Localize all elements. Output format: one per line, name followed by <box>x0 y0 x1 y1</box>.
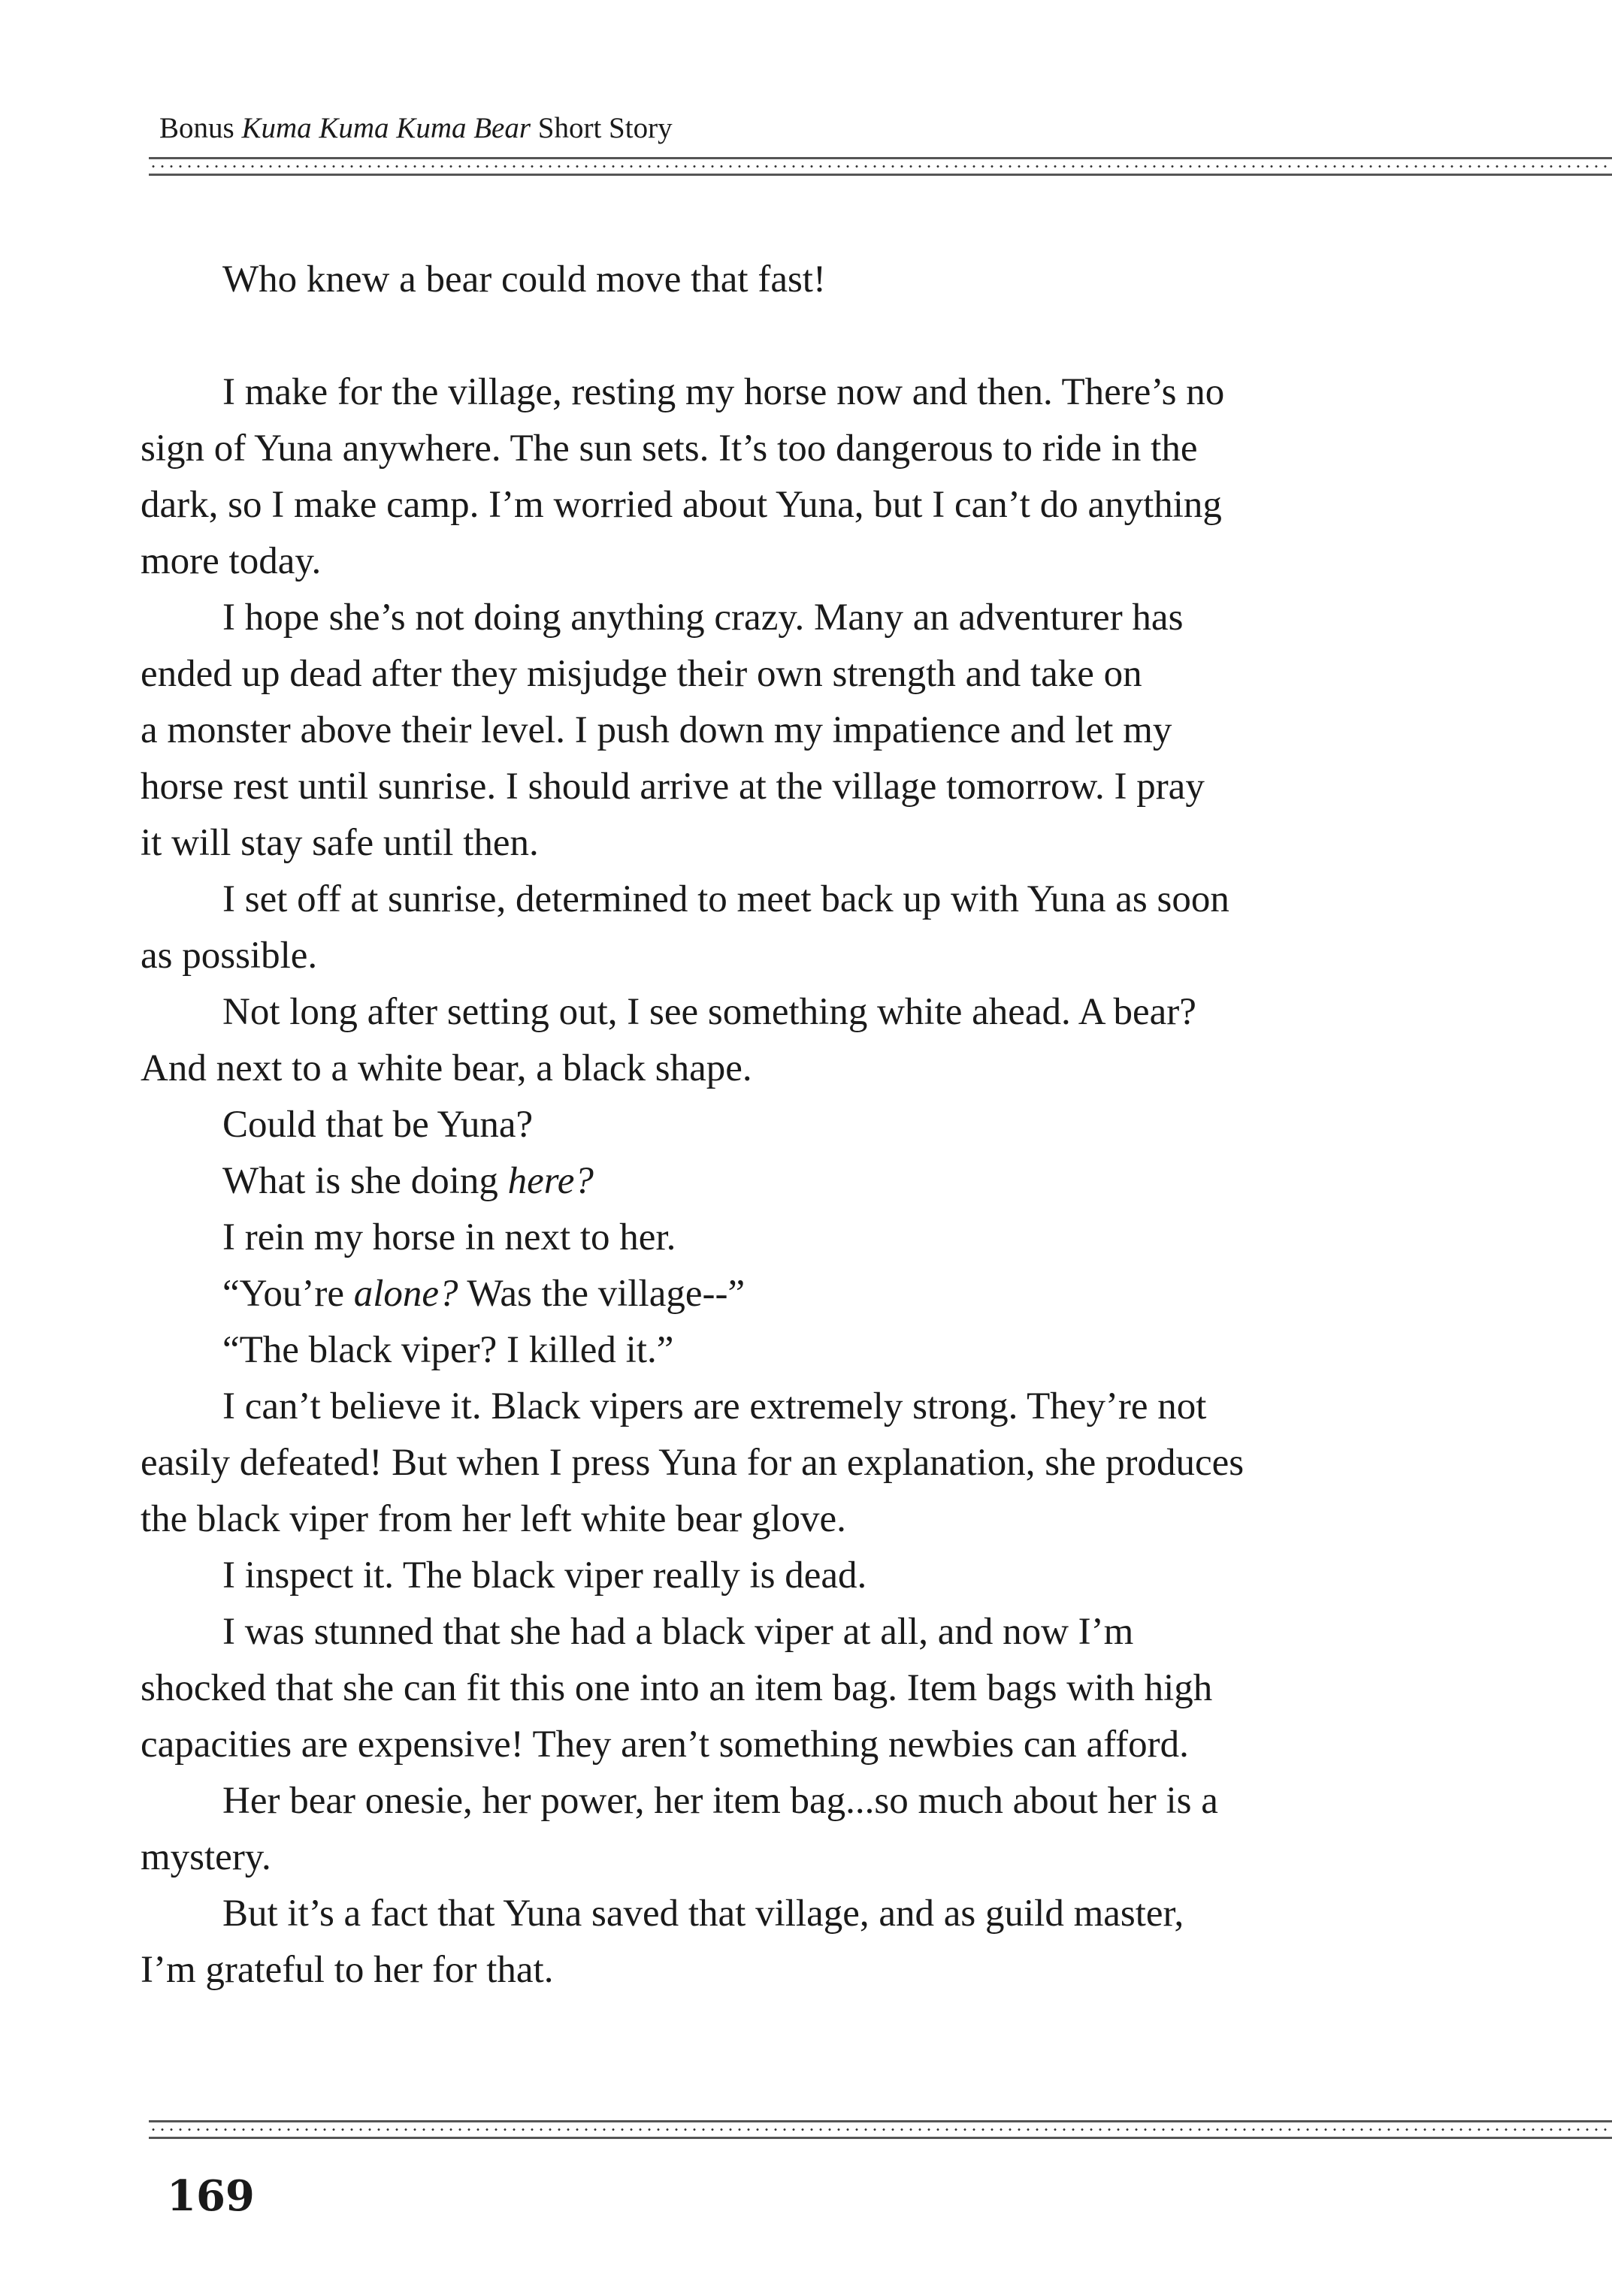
text-line <box>141 1886 1244 1942</box>
line-text: as possible. <box>141 935 318 977</box>
text-line <box>141 477 1244 533</box>
page-number: 169 <box>167 2171 255 2221</box>
line-text: But it’s a fact that Yuna saved that village, and as guild master, <box>222 1893 1184 1935</box>
line-text: shocked that she can fit this one into an item bag. Item bags with high <box>141 1667 1213 1709</box>
line-text: ended up dead after they misjudge their own strength and take on <box>141 653 1142 695</box>
line-text: dark, so I make camp. I’m worried about Yuna, but I can’t do anything <box>141 484 1222 526</box>
running-header <box>159 111 673 145</box>
text-line <box>141 533 1244 590</box>
line-text: horse rest until sunrise. I should arrive at the village tomorrow. I pray <box>141 766 1205 808</box>
header-text: Bonus <box>159 112 242 144</box>
body-text <box>141 252 1244 1998</box>
line-text: Could that be Yuna? <box>222 1104 534 1146</box>
line-text: capacities are expensive! They aren’t something newbies can afford. <box>141 1724 1189 1766</box>
line-text: I set off at sunrise, determined to meet back up with Yuna as soon <box>222 878 1229 920</box>
text-line <box>141 702 1244 759</box>
text-line <box>141 759 1244 815</box>
line-text: Her bear onesie, her power, her item bag...so much about her is a <box>222 1780 1218 1822</box>
header-text: Short Story <box>531 112 673 144</box>
line-text: What is she doing <box>222 1160 508 1202</box>
line-text: I can’t believe it. Black vipers are extremely strong. They’re not <box>222 1385 1207 1427</box>
text-line <box>141 1379 1244 1435</box>
text-line <box>141 1097 1244 1153</box>
footer-divider <box>149 2120 1612 2139</box>
text-line <box>141 1548 1244 1604</box>
text-line <box>141 1942 1244 1998</box>
text-line <box>141 421 1244 477</box>
text-line <box>141 252 1244 308</box>
text-line <box>141 1153 1244 1210</box>
text-line <box>141 1660 1244 1717</box>
text-line <box>141 1210 1244 1266</box>
line-text: easily defeated! But when I press Yuna for an explanation, she produces <box>141 1442 1245 1484</box>
line-text: a monster above their level. I push down my impatience and let my <box>141 709 1172 751</box>
text-line <box>141 984 1244 1041</box>
emphasis-text: here? <box>507 1160 594 1202</box>
text-line <box>141 1435 1244 1491</box>
text-line <box>141 1773 1244 1829</box>
text-line <box>141 1491 1244 1548</box>
line-text: I inspect it. The black viper really is dead. <box>222 1554 867 1597</box>
line-text: Not long after setting out, I see something white ahead. A bear? <box>222 991 1196 1033</box>
text-line <box>141 1266 1244 1322</box>
text-line <box>141 590 1244 646</box>
line-text: I rein my horse in next to her. <box>222 1216 676 1258</box>
emphasis-text: alone? <box>353 1273 458 1315</box>
text-line <box>141 1604 1244 1660</box>
line-text: it will stay safe until then. <box>141 822 539 864</box>
text-line <box>141 646 1244 702</box>
text-line <box>141 1322 1244 1379</box>
text-line <box>141 1717 1244 1773</box>
line-text: I was stunned that she had a black viper at all, and now I’m <box>222 1611 1134 1653</box>
text-line <box>141 1041 1244 1097</box>
line-text: Was the village--” <box>458 1273 746 1315</box>
line-text: more today. <box>141 540 322 582</box>
blank-line <box>141 308 1244 364</box>
text-line <box>141 928 1244 984</box>
line-text: sign of Yuna anywhere. The sun sets. It’s too dangerous to ride in the <box>141 427 1198 470</box>
line-text: “You’re <box>222 1273 354 1315</box>
line-text: the black viper from her left white bear glove. <box>141 1498 846 1540</box>
line-text: I’m grateful to her for that. <box>141 1949 554 1991</box>
line-text: mystery. <box>141 1836 271 1878</box>
line-text: “The black viper? I killed it.” <box>222 1329 674 1371</box>
header-divider <box>149 157 1612 176</box>
line-text: I hope she’s not doing anything crazy. Many an adventurer has <box>222 597 1184 639</box>
text-line <box>141 872 1244 928</box>
line-text: Who knew a bear could move that fast! <box>222 258 826 301</box>
text-line <box>141 815 1244 872</box>
line-text: And next to a white bear, a black shape. <box>141 1047 752 1089</box>
text-line <box>141 364 1244 421</box>
book-title: Kuma Kuma Kuma Bear <box>241 112 531 144</box>
line-text: I make for the village, resting my horse now and then. There’s no <box>222 371 1225 413</box>
text-line <box>141 1829 1244 1886</box>
